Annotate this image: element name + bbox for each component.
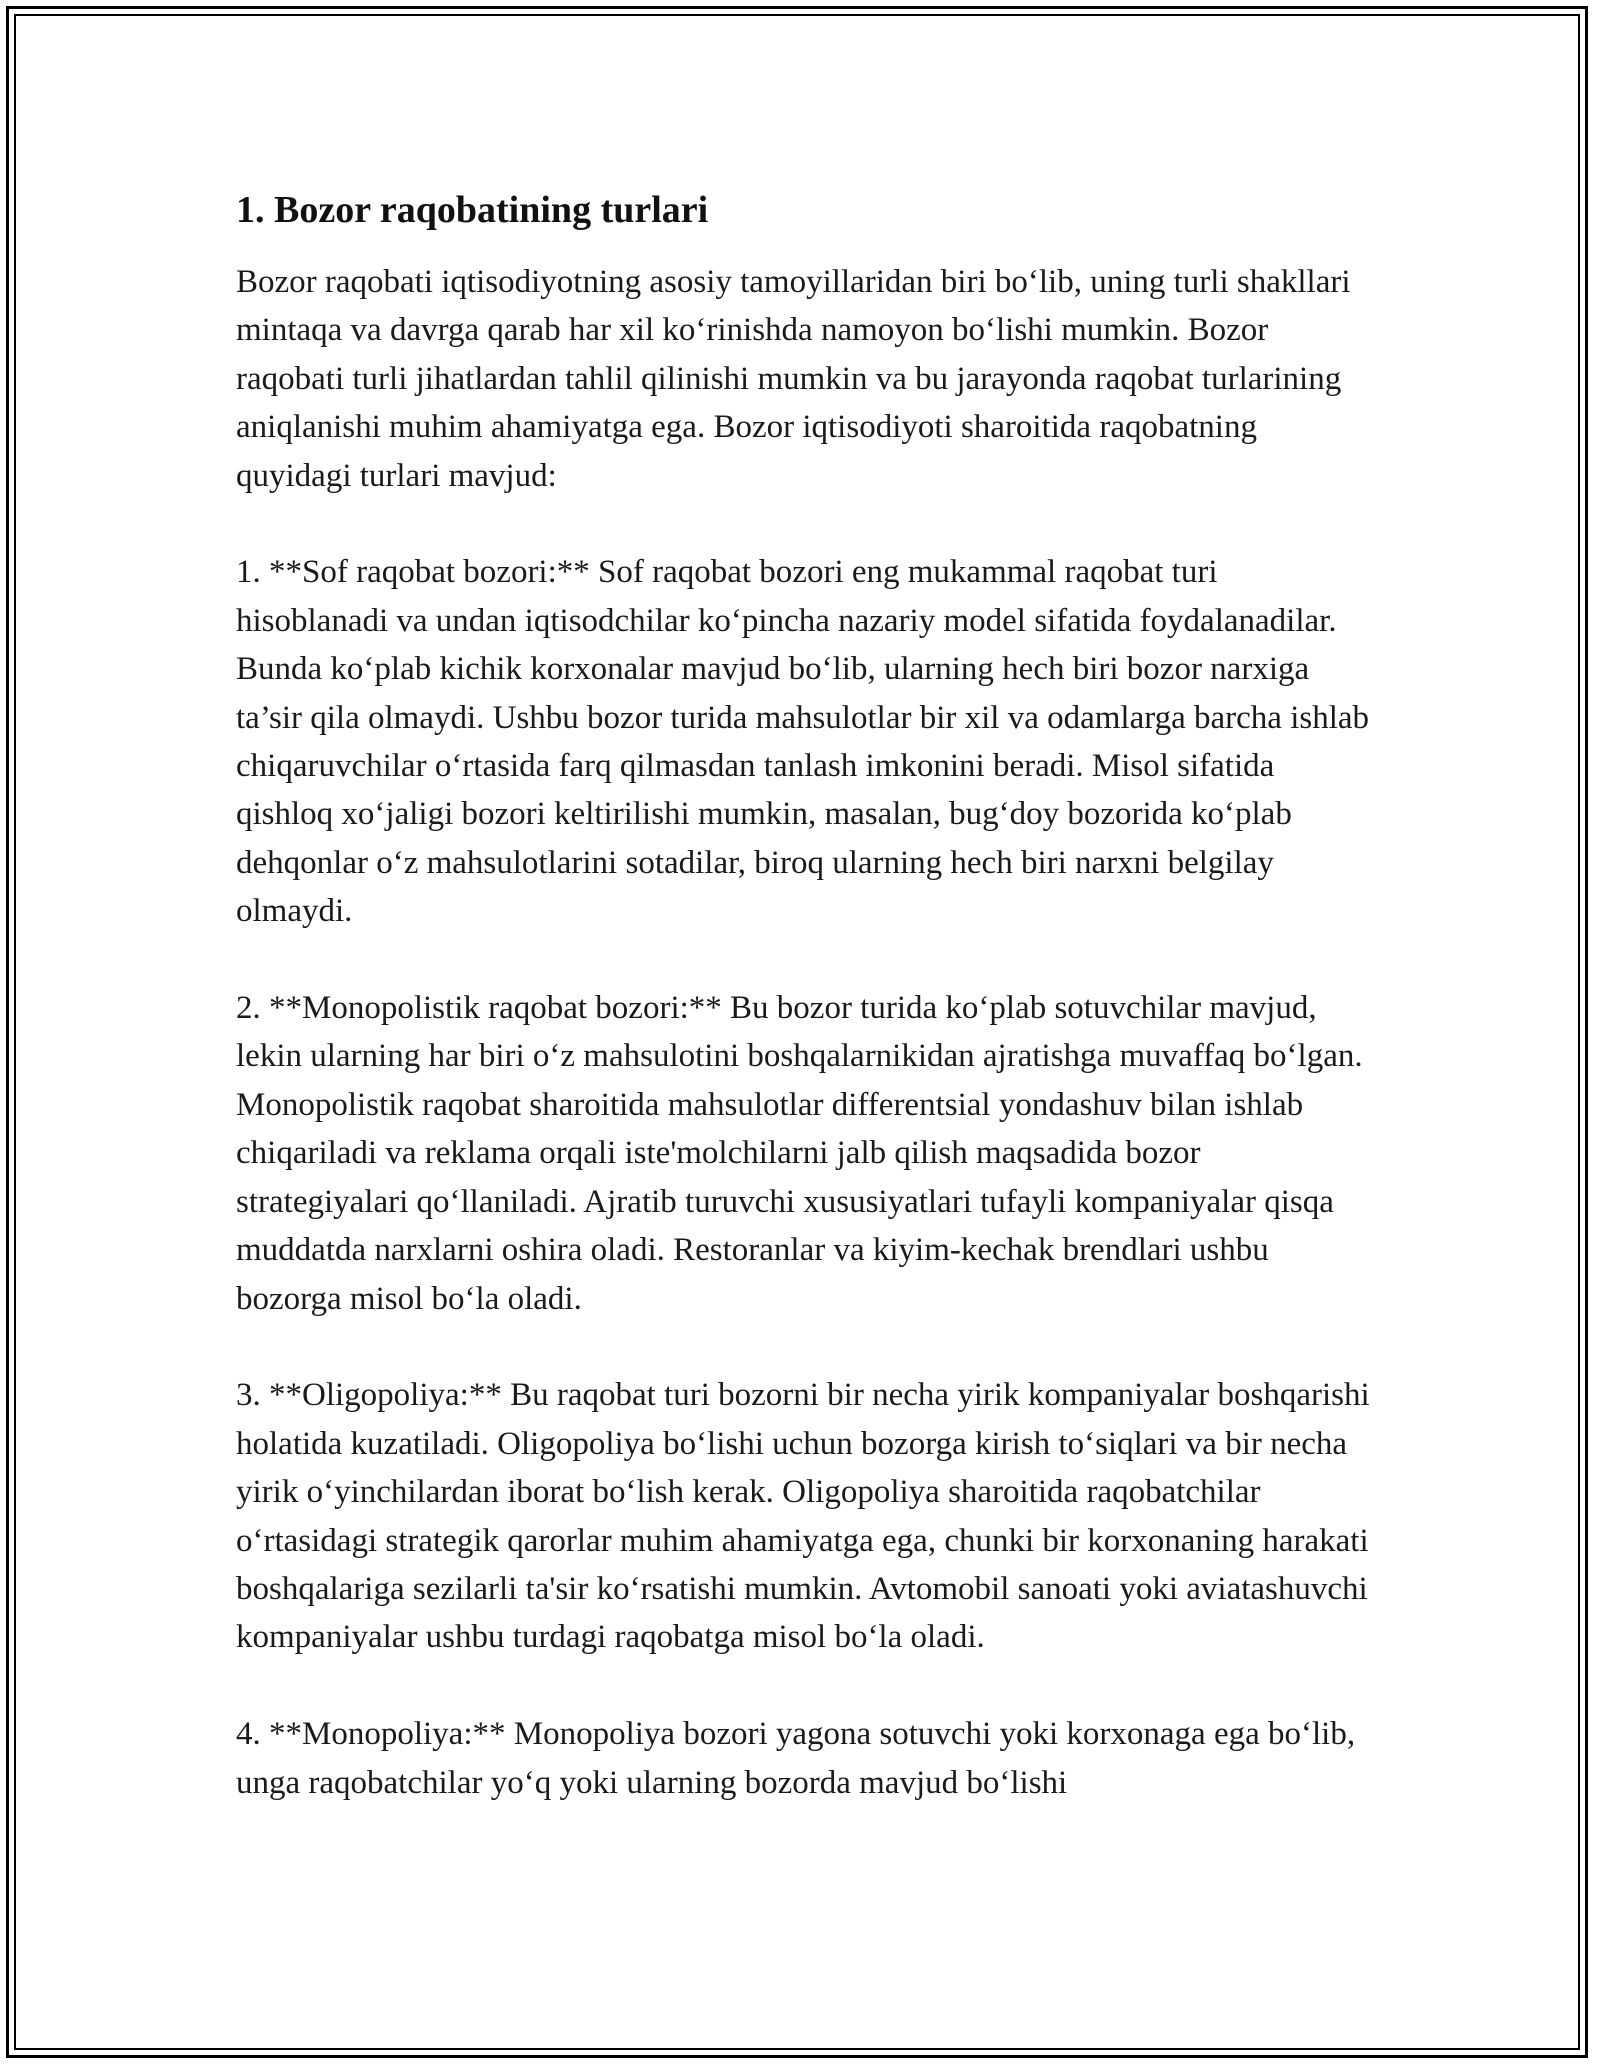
paragraph-perfect-competition: 1. **Sof raqobat bozori:** Sof raqobat bozori eng mukammal raqobat turi hisoblanadi va undan iqtisodchilar ko‘pincha nazariy model sifatida foydalanadilar. Bunda ko‘plab kichik korxonalar mavjud bo‘lib, ularning hech biri bozor narxiga ta’sir qila olmaydi. Ushbu bozor turida mahsulotlar bir xil va odamlarga barcha ishlab chiqaruvchilar o‘rtasida farq qilmasdan tanlash imkonini beradi. Misol sifatida qishloq xo‘jaligi bozori keltirilishi mumkin, masalan, bug‘doy bozorida ko‘plab dehqonlar o‘z mahsulotlarini sotadilar, biroq ularning hech biri narxni belgilay olmaydi. bbox=[236, 554, 1370, 930]
section-heading: 1. Bozor raqobatining turlari bbox=[236, 189, 709, 231]
intro-paragraph: Bozor raqobati iqtisodiyotning asosiy tamoyillaridan biri bo‘lib, uning turli shakllari mintaqa va davrga qarab har xil ko‘rinishda namoyon bo‘lishi mumkin. Bozor raqobati turli jihatlardan tahlil qilinishi mumkin va bu jarayonda raqobat turlarining aniqlanishi muhim ahamiyatga ega. Bozor iqtisodiyoti sharoitida raqobatning quyidagi turlari mavjud: bbox=[236, 264, 1351, 494]
document-body bbox=[236, 186, 1376, 1855]
paragraph-monopolistic-competition: 2. **Monopolistik raqobat bozori:** Bu bozor turida ko‘plab sotuvchilar mavjud, lekin ularning har biri o‘z mahsulotini boshqalarnikidan ajratishga muvaffaq bo‘lgan. Monopolistik raqobat sharoitida mahsulotlar differentsial yondashuv bilan ishlab chiqariladi va reklama orqali iste'molchilarni jalb qilish maqsadida bozor strategiyalari qo‘llaniladi. Ajratib turuvchi xususiyatlari tufayli kompaniyalar qisqa muddatda narxlarni oshira oladi. Restoranlar va kiyim-kechak brendlari ushbu bozorga misol bo‘la oladi. bbox=[236, 990, 1363, 1317]
paragraph-monopoly: 4. **Monopoliya:** Monopoliya bozori yagona sotuvchi yoki korxonaga ega bo‘lib, unga raqobatchilar yo‘q yoki ularning bozorda mavjud bo‘lishi bbox=[236, 1716, 1356, 1801]
paragraph-oligopoly: 3. **Oligopoliya:** Bu raqobat turi bozorni bir necha yirik kompaniyalar boshqarishi holatida kuzatiladi. Oligopoliya bo‘lishi uchun bozorga kirish to‘siqlari va bir necha yirik o‘yinchilardan iborat bo‘lish kerak. Oligopoliya sharoitida raqobatchilar o‘rtasidagi strategik qarorlar muhim ahamiyatga ega, chunki bir korxonaning harakati boshqalariga sezilarli ta'sir ko‘rsatishi mumkin. Avtomobil sanoati yoki aviatashuvchi kompaniyalar ushbu turdagi raqobatga misol bo‘la oladi. bbox=[236, 1377, 1370, 1656]
